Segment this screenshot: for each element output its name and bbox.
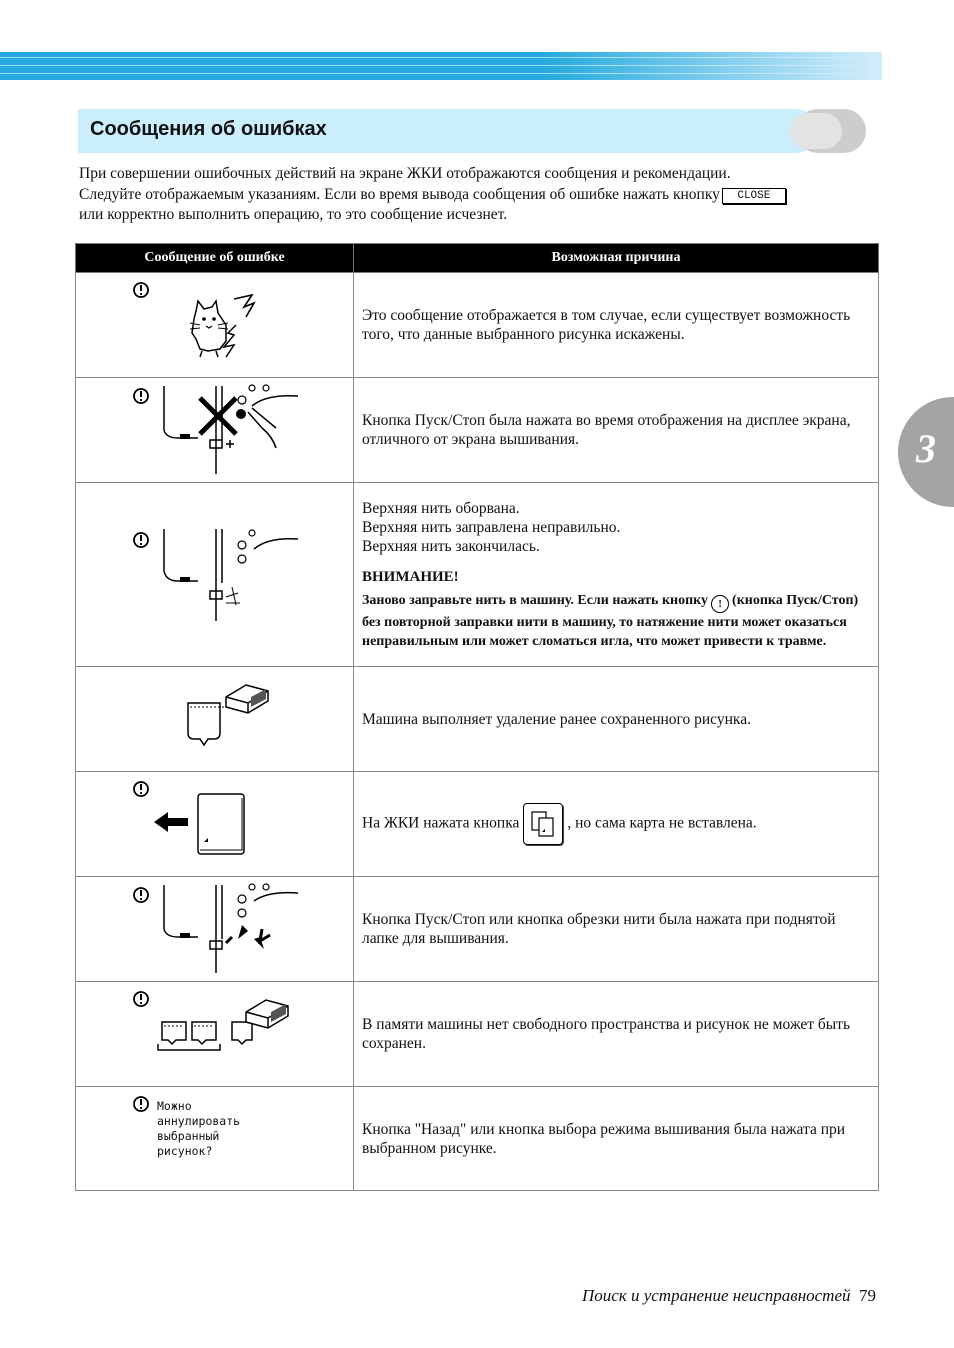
- title-decoration-inner: [790, 113, 842, 149]
- error-cause-text: Кнопка "Назад" или кнопка выбора режима вышивания была нажата при выбранном рисунке.: [354, 1087, 879, 1191]
- deleting-pattern-eraser-icon: [76, 667, 354, 772]
- presser-foot-raised-icon: [76, 877, 354, 982]
- error-cause-text: Машина выполняет удаление ранее сохраненного рисунка.: [354, 667, 879, 772]
- footer-section-title: Поиск и устранение неисправностей: [581, 1286, 851, 1305]
- warning-text: Заново заправьте нить в машину. Если нажать кнопку ! (кнопка Пуск/Стоп) без повторной заправки нити в машину, то натяжение нити может оказаться неправильным или может сломаться игла, что может привести к травме.: [362, 592, 859, 649]
- chapter-tab: [898, 397, 954, 507]
- page-footer: [582, 1286, 876, 1306]
- section-title-bar: [78, 109, 818, 153]
- page-title: Сообщения об ошибках: [90, 118, 327, 140]
- error-cause-line: Верхняя нить закончилась.: [362, 537, 540, 555]
- table-row: [76, 273, 879, 378]
- error-cause-text: На ЖКИ нажата кнопка: [362, 814, 520, 832]
- col-header-message: Сообщение об ошибке: [76, 244, 354, 273]
- error-cause-text: Кнопка Пуск/Стоп или кнопка обрезки нити была нажата при поднятой лапке для вышивания.: [354, 877, 879, 982]
- memory-full-icon: [76, 982, 354, 1087]
- close-button-label: CLOSE: [722, 188, 786, 204]
- warning-title: ВНИМАНИЕ!: [362, 568, 459, 585]
- table-row: [76, 667, 879, 772]
- page-number: 79: [859, 1286, 876, 1305]
- error-messages-table: [75, 243, 879, 1191]
- col-header-cause: Возможная причина: [354, 244, 879, 273]
- damaged-data-cat-icon: [76, 273, 354, 378]
- intro-paragraph: [79, 164, 879, 226]
- table-row: [76, 772, 879, 877]
- table-row: [76, 378, 879, 483]
- error-cause-text-tail: , но сама карта не вставлена.: [567, 814, 757, 832]
- header-color-band: [0, 52, 882, 80]
- cancel-pattern-prompt-icon: [76, 1087, 354, 1191]
- intro-line-1: При совершении ошибочных действий на экране ЖКИ отображаются сообщения и рекомендации.: [79, 165, 731, 182]
- chapter-number: 3: [916, 426, 936, 471]
- start-stop-pressed-wrong-screen-icon: [76, 378, 354, 483]
- error-cause-text: В памяти машины нет свободного пространства и рисунок не может быть сохранен.: [354, 982, 879, 1087]
- table-row: [76, 877, 879, 982]
- insert-card-arrow-icon: [76, 772, 354, 877]
- card-button-icon: [523, 803, 563, 845]
- error-cause-text: Это сообщение отображается в том случае, если существует возможность того, что данные выбранного рисунка искажены.: [354, 273, 879, 378]
- table-row: [76, 1087, 879, 1191]
- error-cause-line: Верхняя нить заправлена неправильно.: [362, 518, 621, 536]
- lcd-prompt-text: Можно аннулировать выбранный рисунок?: [157, 1099, 241, 1158]
- error-cause-line: Верхняя нить оборвана.: [362, 499, 520, 517]
- upper-thread-broken-icon: [76, 483, 354, 667]
- intro-line-2: Следуйте отображаемым указаниям. Если во время вывода сообщения об ошибке нажать кнопку: [79, 185, 720, 203]
- table-row: [76, 982, 879, 1087]
- error-cause-text: Кнопка Пуск/Стоп была нажата во время отображения на дисплее экрана, отличного от экрана вышивания.: [354, 378, 879, 483]
- intro-line-3: или корректно выполнить операцию, то это сообщение исчезнет.: [79, 206, 508, 223]
- table-row: [76, 483, 879, 667]
- start-stop-button-icon: !: [711, 595, 729, 613]
- table-header-row: [76, 244, 879, 273]
